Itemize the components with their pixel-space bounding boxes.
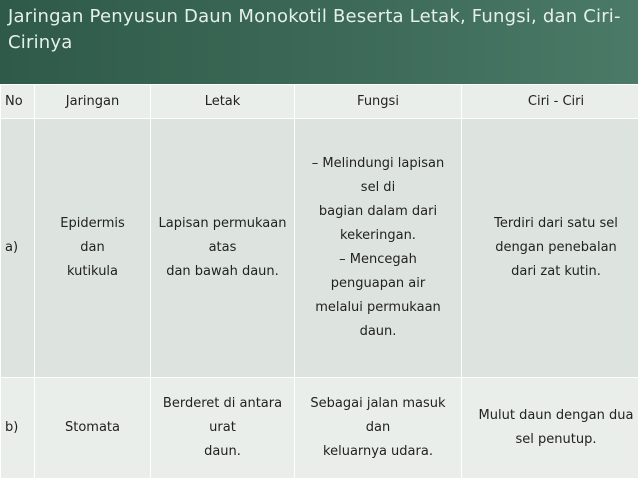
column-header-ciri: Ciri - Ciri <box>462 85 638 119</box>
cell-ciri: Mulut daun dengan dua sel penutup. <box>462 378 638 479</box>
slide-title-bar <box>0 0 638 84</box>
cell-no: b) <box>1 378 35 479</box>
cell-jaringan: Epidermis dan kutikula <box>35 119 151 378</box>
table-row <box>1 378 638 479</box>
cell-fungsi: – Melindungi lapisan sel di bagian dalam dari kekeringan. – Mencegah penguapan air melalui permukaan daun. <box>295 119 462 378</box>
cell-letak: Berderet di antara urat daun. <box>151 378 295 479</box>
tissue-table <box>0 84 638 479</box>
table-row <box>1 119 638 378</box>
column-header-letak: Letak <box>151 85 295 119</box>
column-header-no: No <box>1 85 35 119</box>
cell-fungsi: Sebagai jalan masuk dan keluarnya udara. <box>295 378 462 479</box>
column-header-jaringan: Jaringan <box>35 85 151 119</box>
table-header-row <box>1 85 638 119</box>
table-container <box>0 84 638 479</box>
cell-letak: Lapisan permukaan atas dan bawah daun. <box>151 119 295 378</box>
column-header-fungsi: Fungsi <box>295 85 462 119</box>
cell-ciri: Terdiri dari satu sel dengan penebalan dari zat kutin. <box>462 119 638 378</box>
cell-no: a) <box>1 119 35 378</box>
slide-title: Jaringan Penyusun Daun Monokotil Beserta Letak, Fungsi, dan Ciri-Cirinya <box>8 6 621 53</box>
cell-jaringan: Stomata <box>35 378 151 479</box>
